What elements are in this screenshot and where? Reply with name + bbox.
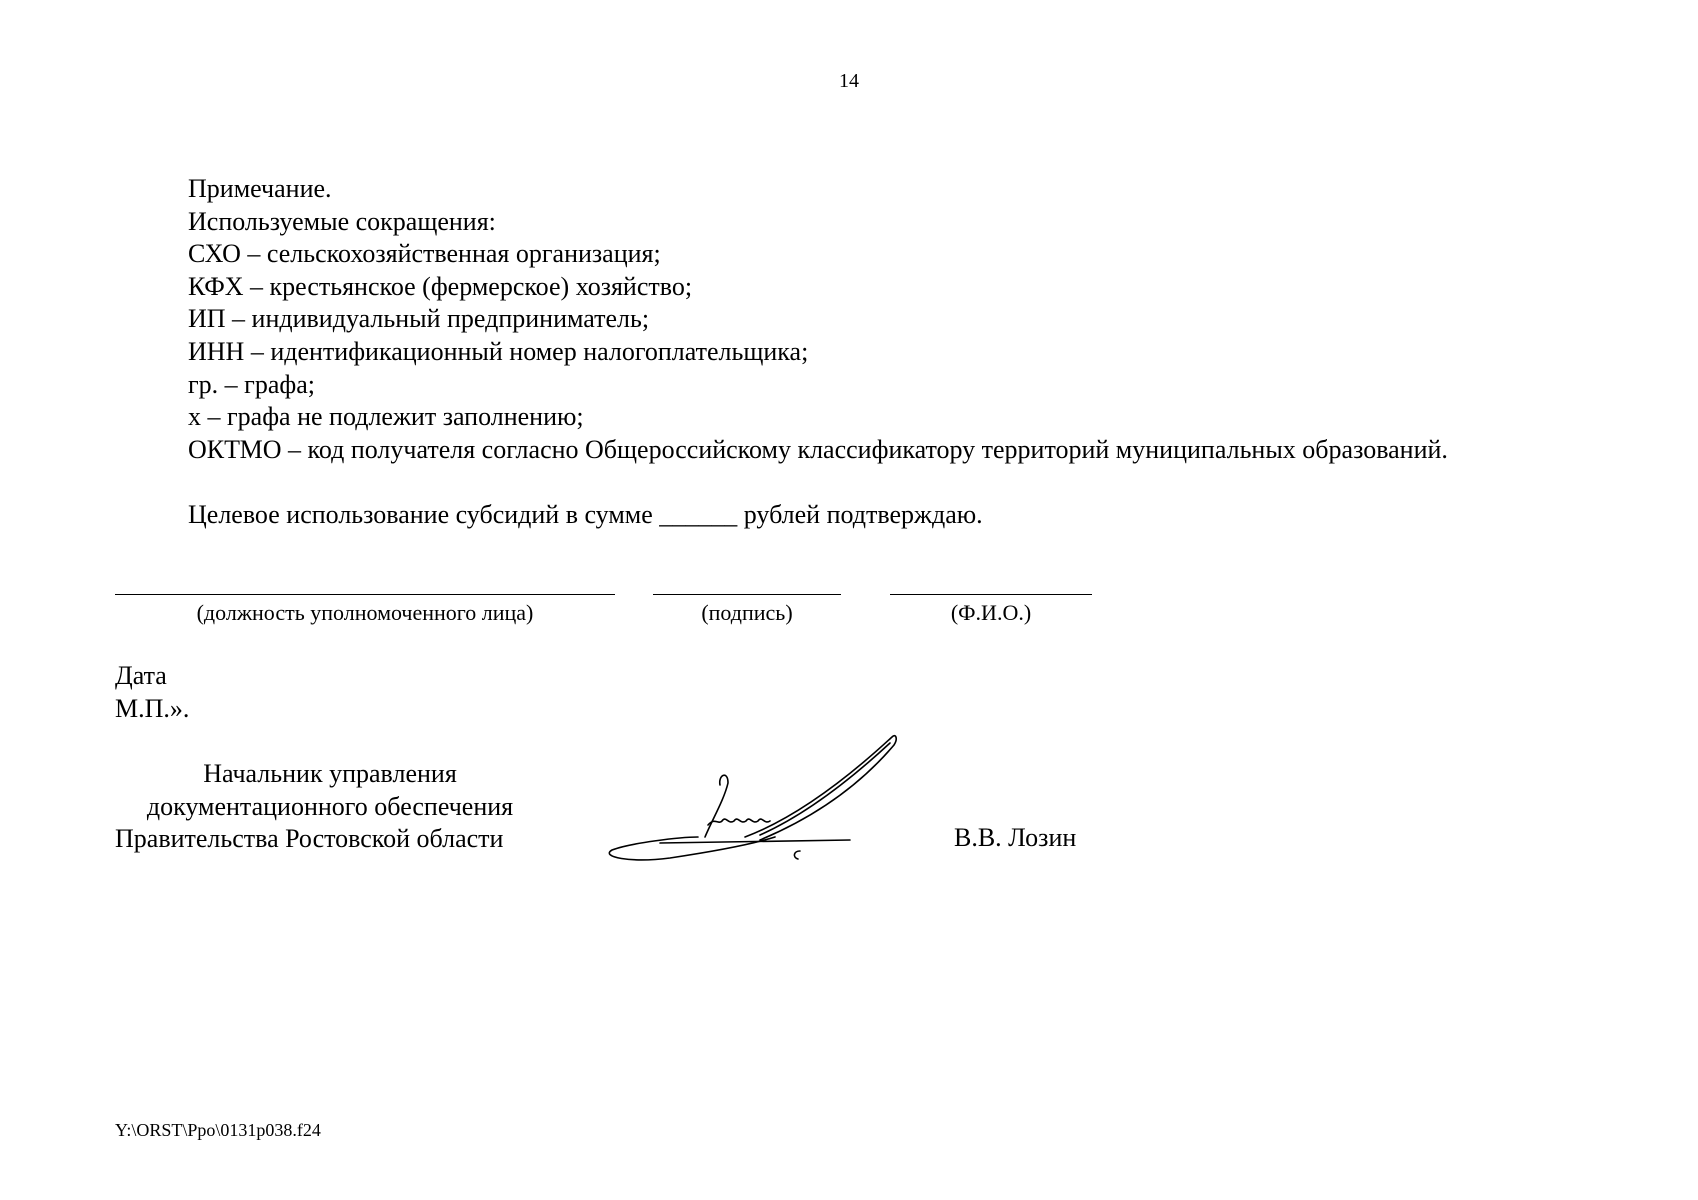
abbreviation-item: гр. – графа; (188, 369, 315, 399)
position-line (115, 594, 615, 595)
date-label: Дата (115, 661, 167, 690)
abbreviation-item: ИП – индивидуальный предприниматель; (188, 304, 650, 334)
handwritten-signature (600, 725, 940, 875)
date-stamp-block (115, 660, 189, 725)
stamp-label: М.П.». (115, 693, 190, 723)
abbreviation-item: ИНН – идентификационный номер налогоплательщика; (188, 336, 809, 366)
signer-name: В.В. Лозин (954, 823, 1077, 852)
official-title-line: Правительства Ростовской области (115, 824, 504, 854)
page-number: 14 (839, 70, 859, 92)
name-caption: (Ф.И.О.) (950, 600, 1032, 625)
notes-heading: Примечание. (188, 174, 332, 203)
abbreviation-item: СХО – сельскохозяйственная организация; (188, 239, 661, 269)
position-caption: (должность уполномоченного лица) (196, 600, 534, 625)
signature-line (653, 594, 841, 595)
signature-caption: (подпись) (701, 600, 793, 625)
abbreviation-item: х – графа не подлежит заполнению; (188, 402, 584, 432)
official-title-line: документационного обеспечения (146, 791, 514, 821)
name-line (890, 594, 1092, 595)
official-title-line: Начальник управления (203, 759, 457, 788)
confirmation-text: Целевое использование субсидий в сумме ______ рублей подтверждаю. (188, 500, 983, 529)
official-title (115, 758, 545, 856)
abbreviation-item: КФХ – крестьянское (фермерское) хозяйство; (188, 271, 693, 301)
notes-block (188, 173, 1448, 466)
abbreviations-title: Используемые сокращения: (188, 206, 496, 236)
file-path: Y:\ORST\Ppo\0131p038.f24 (115, 1120, 321, 1140)
abbreviation-item: ОКТМО – код получателя согласно Общероссийскому классификатору территорий муниципальных образований. (188, 434, 1448, 464)
